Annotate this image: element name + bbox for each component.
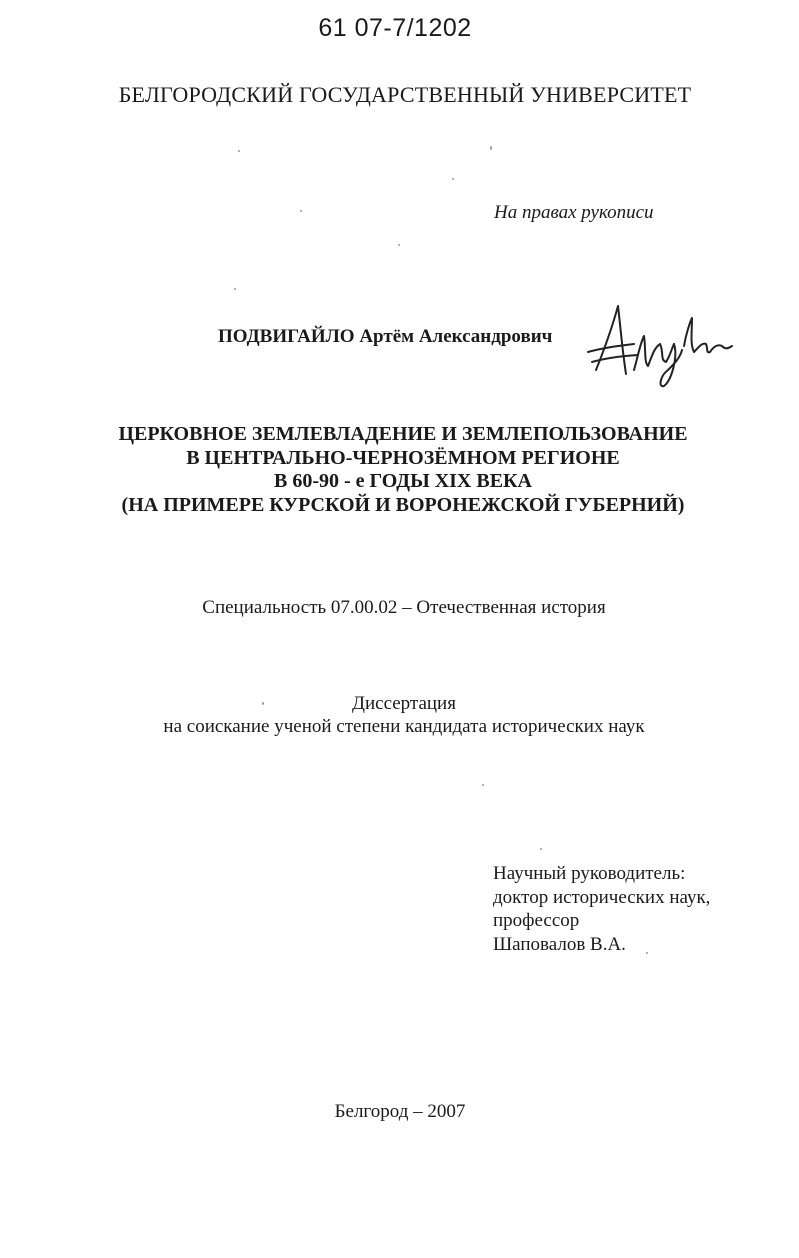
- scan-speck: [540, 848, 542, 850]
- manuscript-note: На правах рукописи: [494, 202, 654, 223]
- scan-speck: [398, 244, 400, 246]
- supervisor-label: Научный руководитель:: [493, 863, 686, 884]
- scan-speck: [300, 210, 302, 212]
- supervisor-name: Шаповалов В.А.: [493, 933, 626, 955]
- scan-speck: [234, 288, 236, 290]
- city-year: Белгород – 2007: [334, 1101, 466, 1122]
- scan-speck: [490, 146, 492, 150]
- supervisor-rank: профессор: [493, 910, 580, 931]
- supervisor-block: [493, 862, 710, 956]
- scan-speck: [238, 150, 240, 152]
- scan-speck: [452, 178, 454, 180]
- dissertation-title: [0, 423, 799, 517]
- title-line-1: ЦЕРКОВНОЕ ЗЕМЛЕВЛАДЕНИЕ И ЗЕМЛЕПОЛЬЗОВАНИЕ: [118, 423, 688, 445]
- scan-speck: [482, 784, 484, 786]
- author-name: ПОДВИГАЙЛО Артём Александрович: [218, 326, 553, 347]
- dissertation-info: [0, 692, 799, 738]
- dissertation-purpose: на соискание ученой степени кандидата исторических наук: [163, 716, 645, 737]
- university-name: БЕЛГОРОДСКИЙ ГОСУДАРСТВЕННЫЙ УНИВЕРСИТЕТ: [118, 82, 692, 107]
- scan-speck: [262, 702, 264, 705]
- author-signature: [582, 300, 742, 392]
- title-line-2: В ЦЕНТРАЛЬНО-ЧЕРНОЗЁМНОМ РЕГИОНЕ: [186, 446, 620, 469]
- specialty: Специальность 07.00.02 – Отечественная история: [202, 597, 606, 618]
- title-line-3: В 60-90 - е ГОДЫ XIX ВЕКА: [273, 470, 533, 492]
- dissertation-type: Диссертация: [352, 693, 456, 714]
- supervisor-degree: доктор исторических наук,: [493, 886, 711, 908]
- title-line-4: (НА ПРИМЕРЕ КУРСКОЙ И ВОРОНЕЖСКОЙ ГУБЕРНИЙ): [121, 493, 685, 516]
- archive-number: 61 07-7/1202: [318, 14, 472, 42]
- scan-speck: [646, 952, 648, 954]
